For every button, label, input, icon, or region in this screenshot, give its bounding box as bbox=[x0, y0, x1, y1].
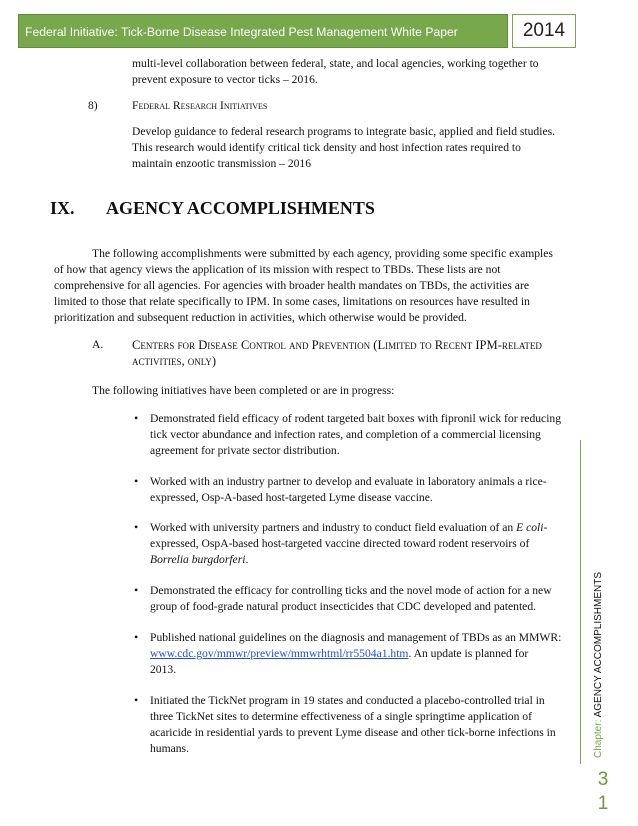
page-number bbox=[594, 768, 612, 816]
paragraph-line: maintain enzootic transmission – 2016 bbox=[132, 157, 312, 170]
bullet-line: group of food-grade natural product insecticides that CDC developed and patented. bbox=[150, 600, 537, 613]
species-name: Borrelia burgdorferi bbox=[150, 553, 246, 566]
paragraph-line: limited to those that relate specifically to IPM. In some cases, limitations on resources have resulted in bbox=[54, 295, 530, 308]
subsection-title: Centers for Disease Control and Prevention (Limited to Recent IPM-related bbox=[132, 338, 542, 352]
document-title: Federal Initiative: Tick-Borne Disease Integrated Pest Management White Paper bbox=[18, 14, 508, 48]
bullet-icon: • bbox=[134, 411, 139, 425]
page-header bbox=[18, 14, 566, 48]
chapter-name: AGENCY ACCOMPLISHMENTS bbox=[593, 572, 604, 718]
bullet-icon: • bbox=[134, 520, 139, 534]
paragraph-line: This research would identify critical tick density and host infection rates required to bbox=[132, 141, 521, 154]
paragraph-line: comprehensive for all agencies. For agencies with broader health mandates on TBDs, the activities are bbox=[54, 279, 529, 292]
bullet-icon: • bbox=[134, 630, 139, 644]
text-segment: Worked with university partners and industry to conduct field evaluation of an bbox=[150, 521, 517, 534]
bullet-line: Demonstrated the efficacy for controlling ticks and the novel mode of action for a new bbox=[150, 584, 552, 597]
bullet-line: expressed, OspA-based host-targeted vaccine directed toward rodent reservoirs of bbox=[150, 537, 530, 550]
bullet-line: Initiated the TickNet program in 19 states and conducted a placebo-controlled trial in bbox=[150, 694, 545, 707]
text-segment: . bbox=[245, 553, 249, 566]
bullet-line: agreement for private sector distribution. bbox=[150, 444, 340, 457]
mmwr-link[interactable]: www.cdc.gov/mmwr/preview/mmwrhtml/rr5504a1.htm bbox=[150, 647, 409, 660]
item-title: Federal Research Initiatives bbox=[132, 99, 268, 112]
bullet-icon: • bbox=[134, 693, 139, 707]
text-segment: . An update is planned for bbox=[408, 647, 529, 660]
item-number: 8) bbox=[88, 99, 98, 112]
page-number-digit: 3 bbox=[597, 769, 609, 790]
bullet-line bbox=[150, 646, 528, 662]
bullet-line bbox=[150, 552, 248, 568]
chapter-label bbox=[593, 572, 604, 758]
bullet-line: tick vector abundance and infection rates, and completion of a commercial licensing bbox=[150, 428, 541, 441]
bullet-line: 2013. bbox=[150, 663, 177, 676]
subsection-letter: A. bbox=[92, 338, 104, 351]
paragraph-line: prevent exposure to vector ticks – 2016. bbox=[132, 73, 318, 86]
bullet-line: expressed, Osp-A-based host-targeted Lyme disease vaccine. bbox=[150, 491, 433, 504]
page-number-digit: 1 bbox=[597, 793, 609, 814]
bullet-line bbox=[150, 520, 547, 536]
bullet-line: humans. bbox=[150, 742, 189, 755]
bullet-icon: • bbox=[134, 583, 139, 597]
bullet-line: Worked with an industry partner to develop and evaluate in laboratory animals a rice- bbox=[150, 475, 547, 488]
paragraph-line: of how that agency views the application of its mission with respect to TBDs. These lists are not bbox=[54, 263, 501, 276]
section-title: AGENCY ACCOMPLISHMENTS bbox=[106, 198, 375, 218]
section-heading bbox=[50, 198, 375, 219]
paragraph-line: multi-level collaboration between federal, state, and local agencies, working together to bbox=[132, 57, 539, 70]
progress-intro: The following initiatives have been completed or are in progress: bbox=[92, 384, 395, 397]
bullet-line: Demonstrated field efficacy of rodent targeted bait boxes with fipronil wick for reducing bbox=[150, 412, 562, 425]
bullet-line: acaricide in residential yards to prevent Lyme disease and other tick-borne infections in bbox=[150, 726, 556, 739]
document-year: 2014 bbox=[512, 14, 576, 48]
section-number: IX. bbox=[50, 198, 75, 218]
paragraph-line: The following accomplishments were submitted by each agency, providing some specific examples bbox=[92, 247, 553, 260]
bullet-line: Published national guidelines on the diagnosis and management of TBDs as an MMWR: bbox=[150, 631, 562, 644]
paragraph-line: prioritization and subsequent reduction in activities, which otherwise would be provided. bbox=[54, 311, 467, 324]
bullet-icon: • bbox=[134, 474, 139, 488]
species-name: E coli bbox=[516, 521, 544, 534]
paragraph-line: Develop guidance to federal research programs to integrate basic, applied and field studies. bbox=[132, 125, 556, 138]
subsection-title-continued: activities, only) bbox=[132, 354, 217, 368]
chapter-prefix: Chapter: bbox=[593, 719, 604, 758]
text-segment: - bbox=[543, 521, 548, 534]
bullet-line: three TickNet sites to determine effectiveness of a single springtime application of bbox=[150, 710, 532, 723]
